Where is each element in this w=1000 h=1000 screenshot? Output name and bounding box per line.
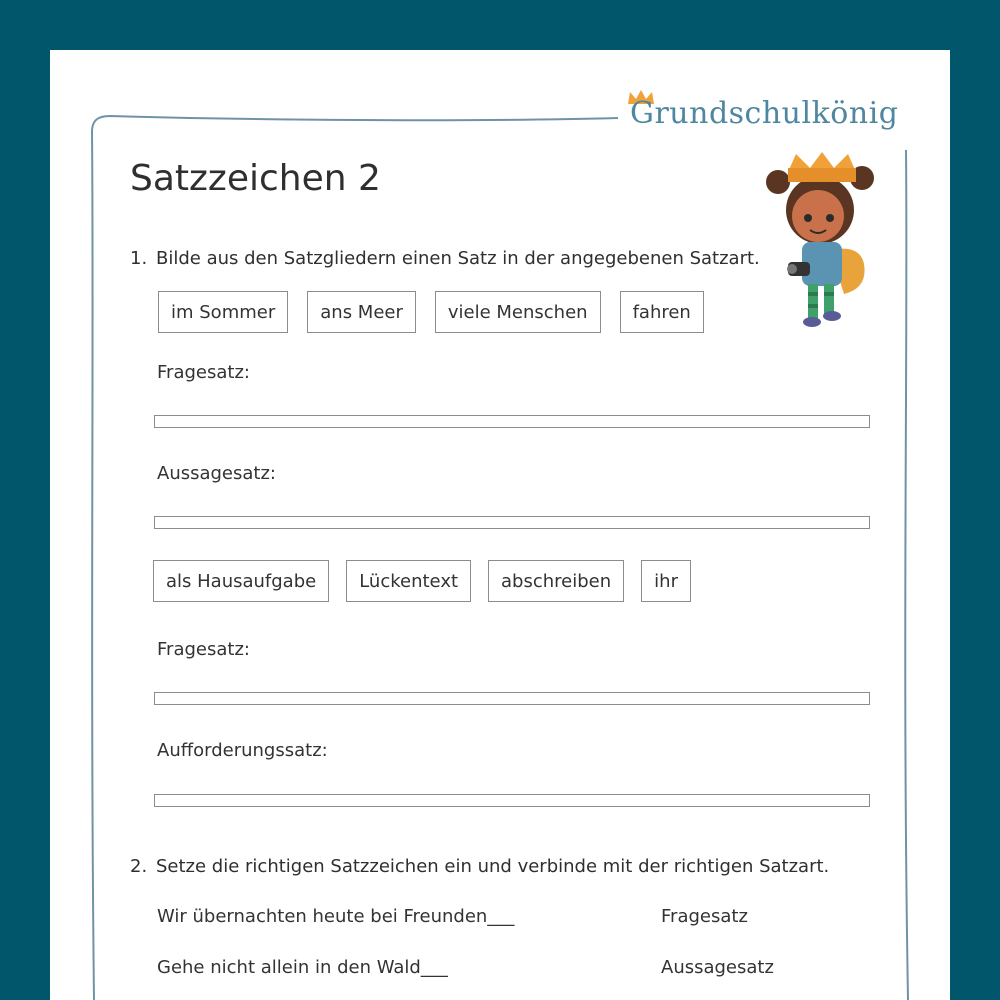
girl-with-camera-illustration bbox=[760, 150, 890, 330]
task-2-instruction bbox=[130, 856, 829, 877]
word-chips-group-2 bbox=[153, 560, 691, 602]
sentence-type-option: Fragesatz bbox=[661, 906, 748, 927]
page-title: Satzzeichen 2 bbox=[130, 158, 381, 199]
answer-line[interactable] bbox=[154, 415, 870, 428]
sentence-type-option: Aussagesatz bbox=[661, 957, 774, 978]
word-chips-group-1 bbox=[158, 291, 704, 333]
sentence-type-label: Fragesatz: bbox=[157, 362, 250, 383]
word-chip: ihr bbox=[641, 560, 691, 602]
worksheet bbox=[50, 50, 950, 1000]
word-chip: abschreiben bbox=[488, 560, 624, 602]
word-chip: viele Menschen bbox=[435, 291, 601, 333]
sentence-type-label: Aufforderungssatz: bbox=[157, 740, 328, 761]
task-number: 2. bbox=[130, 856, 148, 877]
word-chip: als Hausaufgabe bbox=[153, 560, 329, 602]
task-text: Bilde aus den Satzgliedern einen Satz in der angegebenen Satzart. bbox=[156, 248, 760, 269]
brand-logo-text: Grundschulkönig bbox=[630, 96, 899, 131]
sentence-type-label: Fragesatz: bbox=[157, 639, 250, 660]
sentence-type-label: Aussagesatz: bbox=[157, 463, 276, 484]
word-chip: im Sommer bbox=[158, 291, 288, 333]
word-chip: fahren bbox=[620, 291, 704, 333]
task-text: Setze die richtigen Satzzeichen ein und verbinde mit der richtigen Satzart. bbox=[156, 856, 830, 877]
task-number: 1. bbox=[130, 248, 148, 269]
answer-line[interactable] bbox=[154, 794, 870, 807]
exercise-sentence: Wir übernachten heute bei Freunden___ bbox=[157, 906, 515, 927]
task-1-instruction bbox=[130, 248, 760, 269]
word-chip: Lückentext bbox=[346, 560, 471, 602]
answer-line[interactable] bbox=[154, 692, 870, 705]
answer-line[interactable] bbox=[154, 516, 870, 529]
exercise-sentence: Gehe nicht allein in den Wald___ bbox=[157, 957, 448, 978]
word-chip: ans Meer bbox=[307, 291, 416, 333]
